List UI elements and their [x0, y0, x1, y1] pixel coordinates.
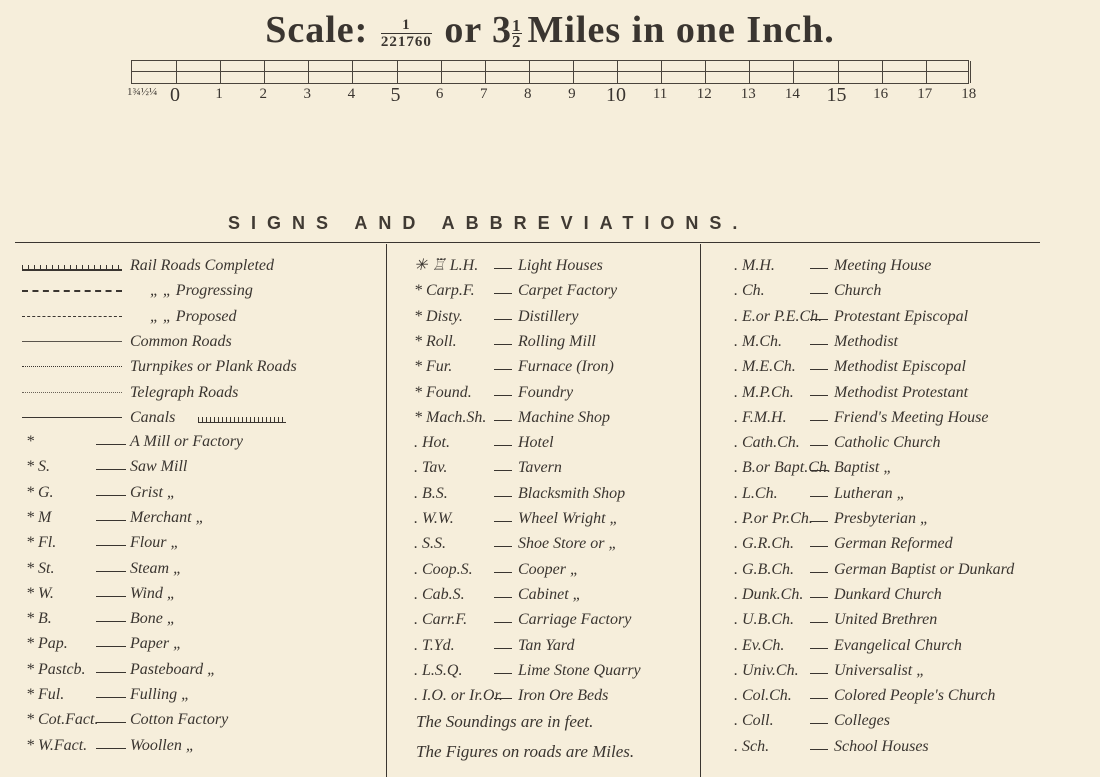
scale-title	[0, 8, 1100, 52]
scale-number: 17	[917, 86, 933, 102]
scale-number: 18	[961, 86, 977, 102]
legend-abbreviation: . L.S.Q.	[414, 661, 463, 679]
legend-abbreviation: . Cath.Ch.	[734, 434, 800, 452]
legend-abbreviation: . M.Ch.	[734, 332, 782, 350]
scale-number: 5	[390, 84, 401, 106]
legend-abbreviation: * Fl.	[26, 534, 57, 552]
legend-label: Lime Stone Quarry	[518, 661, 641, 679]
line-symbol	[22, 265, 122, 271]
scale-tick	[838, 61, 839, 83]
scale-tick	[661, 61, 662, 83]
legend-label: Colored People's Church	[834, 687, 996, 705]
scale-tick	[264, 61, 265, 83]
leader-line	[494, 698, 512, 699]
legend-abbreviation: * Carp.F.	[414, 282, 475, 300]
leader-line	[96, 545, 126, 546]
legend-abbreviation: *	[26, 433, 34, 450]
leader-line	[810, 420, 828, 421]
legend-abbreviation: . Sch.	[734, 737, 770, 755]
scale-tick	[882, 61, 883, 83]
scale-tick	[970, 61, 971, 83]
scale-number: 16	[873, 86, 889, 102]
legend-label: Wheel Wright „	[518, 510, 619, 527]
leader-line	[810, 749, 828, 750]
legend-abbreviation: . Coll.	[734, 712, 774, 730]
leader-line	[96, 748, 126, 749]
legend-label: Catholic Church	[834, 434, 941, 452]
legend-abbreviation: . S.S.	[414, 535, 446, 553]
legend-label: Foundry	[518, 383, 574, 401]
legend-label: Shoe Store or „	[518, 535, 618, 553]
leader-line	[96, 621, 126, 622]
legend-label: Rail Roads Completed	[130, 257, 274, 274]
scale-number: 3	[303, 86, 312, 102]
legend-label: Machine Shop	[518, 408, 610, 426]
leader-line	[810, 496, 828, 497]
line-symbol	[22, 417, 122, 418]
leader-line	[810, 445, 828, 446]
scale-number: 15	[826, 84, 847, 106]
legend-label: „ „ Progressing	[150, 282, 253, 300]
legend-abbreviation: . B.S.	[414, 484, 448, 502]
leader-line	[810, 293, 828, 294]
legend-label: Fulling „	[130, 686, 191, 703]
legend-label: Merchant „	[130, 508, 205, 526]
leader-line	[810, 622, 828, 623]
scale-number: 7	[479, 86, 488, 102]
scale-tick	[441, 61, 442, 83]
column-divider-2	[700, 244, 701, 777]
leader-line	[494, 597, 512, 598]
legend-label: Hotel	[518, 434, 554, 452]
leader-line	[494, 369, 512, 370]
line-symbol	[22, 392, 122, 393]
legend-label: Methodist	[834, 332, 898, 350]
leader-line	[494, 572, 512, 573]
footer-road-figures: The Figures on roads are Miles.	[416, 742, 635, 761]
legend-label: School Houses	[834, 737, 929, 755]
heading-rule	[15, 242, 1040, 243]
legend-abbreviation: . B.or Bapt.Ch.	[734, 459, 831, 477]
leader-line	[494, 344, 512, 345]
scale-fraction-numerator: 1	[402, 16, 411, 33]
legend-label: Woollen „	[130, 736, 195, 754]
scale-tick	[617, 61, 618, 83]
leader-line	[96, 520, 126, 521]
scale-tick	[749, 61, 750, 83]
scale-bar-midline	[132, 71, 968, 72]
legend-label: Tan Yard	[518, 636, 575, 654]
legend-abbreviation: . Ch.	[734, 282, 765, 300]
legend-abbreviation: . I.O. or Ir.Or.	[414, 687, 503, 705]
leader-line	[810, 597, 828, 598]
legend-label: Meeting House	[834, 257, 932, 274]
leader-line	[810, 319, 828, 320]
leader-line	[810, 723, 828, 724]
legend-abbreviation: . G.B.Ch.	[734, 560, 794, 578]
scale-number: 8	[524, 86, 532, 102]
scale-fraction-denominator: 221760	[380, 33, 432, 50]
scale-tick	[573, 61, 574, 83]
legend-abbreviation: . Coop.S.	[414, 560, 473, 578]
legend-abbreviation: * B.	[26, 610, 52, 628]
leader-line	[96, 672, 126, 673]
scale-tick	[308, 61, 309, 83]
leader-line	[96, 697, 126, 698]
legend-abbreviation: * Roll.	[414, 332, 457, 350]
leader-line	[494, 648, 512, 649]
legend-label: Iron Ore Beds	[518, 687, 609, 705]
half-fraction	[512, 15, 522, 51]
scale-sub-fractions: 1¾½¼	[127, 86, 158, 98]
legend-abbreviation: . L.Ch.	[734, 484, 778, 502]
line-symbol	[22, 366, 122, 367]
legend-abbreviation: * G.	[26, 483, 54, 501]
leader-line	[96, 722, 126, 723]
line-symbol	[22, 290, 122, 292]
scale-number: 0	[170, 84, 180, 106]
leader-line	[494, 673, 512, 674]
legend-abbreviation: * S.	[26, 458, 50, 476]
scale-title-suffix: Miles in one Inch.	[527, 9, 835, 51]
legend-label: Telegraph Roads	[130, 383, 239, 401]
legend-abbreviation: . Carr.F.	[414, 611, 468, 629]
column-divider-1	[386, 244, 387, 777]
leader-line	[494, 546, 512, 547]
legend-label: Blacksmith Shop	[518, 484, 626, 502]
legend-label: United Brethren	[834, 611, 938, 629]
scale-tick	[176, 61, 177, 83]
legend-label: Rolling Mill	[518, 332, 596, 350]
legend-label: Grist „	[130, 483, 176, 501]
legend-abbreviation: . F.M.H.	[734, 408, 787, 426]
scale-number: 2	[259, 86, 267, 102]
legend-label: Methodist Protestant	[834, 383, 969, 401]
legend-label: A Mill or Factory	[130, 433, 244, 450]
scale-number: 4	[347, 86, 356, 102]
leader-line	[810, 521, 828, 522]
leader-line	[810, 648, 828, 649]
scale-tick	[220, 61, 221, 83]
legend-label: German Baptist or Dunkard	[834, 560, 1015, 578]
legend-label: Friend's Meeting House	[834, 408, 989, 426]
scale-number: 1	[215, 86, 223, 102]
scale-number: 9	[568, 86, 576, 102]
legend-abbreviation: * Cot.Fact.	[26, 711, 99, 729]
legend-label: Carriage Factory	[518, 611, 632, 629]
legend-label: Baptist „	[834, 459, 893, 477]
leader-line	[96, 571, 126, 572]
legend-abbreviation: * M	[26, 508, 52, 526]
scale-tick	[793, 61, 794, 83]
leader-line	[810, 344, 828, 345]
legend-label: Protestant Episcopal	[834, 307, 969, 325]
leader-line	[96, 596, 126, 597]
line-symbol	[22, 341, 122, 342]
leader-line	[810, 470, 828, 471]
legend-abbreviation: . Hot.	[414, 434, 450, 452]
legend-abbreviation: * Fur.	[414, 358, 453, 376]
legend-label: Steam „	[130, 559, 182, 577]
legend-abbreviation: . M.E.Ch.	[734, 358, 796, 376]
legend-abbreviation: . G.R.Ch.	[734, 535, 794, 553]
legend-abbreviation: ✳ ♖ L.H.	[414, 257, 479, 274]
legend-label: Lutheran „	[834, 484, 906, 502]
legend-label: Turnpikes or Plank Roads	[130, 358, 297, 376]
legend-abbreviation: . Cab.S.	[414, 585, 465, 603]
leader-line	[494, 420, 512, 421]
half-denominator: 2	[512, 31, 522, 51]
legend-label: Furnace (Iron)	[518, 358, 614, 376]
legend-label: Universalist „	[834, 661, 926, 679]
leader-line	[810, 572, 828, 573]
leader-line	[810, 698, 828, 699]
legend-abbreviation: . Univ.Ch.	[734, 661, 799, 679]
leader-line	[96, 495, 126, 496]
footer-soundings: The Soundings are in feet.	[416, 712, 594, 731]
scale-title-prefix: Scale:	[265, 9, 369, 51]
scale-fraction	[381, 17, 432, 50]
legend-abbreviation: * Pap.	[26, 635, 68, 653]
scale-title-middle: or 3	[444, 9, 512, 51]
scale-number: 6	[435, 86, 444, 102]
legend-abbreviation: . M.H.	[734, 257, 775, 274]
leader-line	[494, 622, 512, 623]
half-numerator: 1	[512, 15, 522, 35]
leader-line	[494, 268, 512, 269]
legend-abbreviation: . U.B.Ch.	[734, 611, 794, 629]
leader-line	[494, 521, 512, 522]
legend-label: Wind „	[130, 584, 176, 602]
leader-line	[810, 673, 828, 674]
legend-label: Tavern	[518, 459, 562, 477]
legend-abbreviation: * W.	[26, 584, 54, 602]
legend-abbreviation: * Ful.	[26, 686, 65, 703]
leader-line	[494, 470, 512, 471]
scale-tick	[529, 61, 530, 83]
legend-abbreviation: * Disty.	[414, 307, 463, 325]
legend-label: Light Houses	[518, 257, 603, 274]
legend-label: Colleges	[834, 712, 890, 730]
leader-line	[810, 369, 828, 370]
legend-label: Cooper „	[518, 560, 579, 578]
scale-number: 11	[652, 86, 668, 102]
legend-label: Presbyterian „	[834, 510, 929, 527]
legend-abbreviation: . P.or Pr.Ch.	[734, 510, 813, 527]
scale-tick	[397, 61, 398, 83]
legend-label: Saw Mill	[130, 458, 188, 476]
leader-line	[810, 546, 828, 547]
scale-number: 14	[784, 86, 800, 102]
leader-line	[494, 496, 512, 497]
legend-label: Common Roads	[130, 332, 232, 350]
legend-label: Canals	[130, 408, 176, 426]
leader-line	[494, 319, 512, 320]
scale-number: 13	[740, 86, 756, 102]
scale-tick	[352, 61, 353, 83]
legend-label: Bone „	[130, 610, 176, 628]
legend-abbreviation: . T.Yd.	[414, 636, 455, 654]
legend-abbreviation: . E.or P.E.Ch.	[734, 307, 823, 325]
line-symbol	[22, 316, 122, 317]
signs-heading: SIGNS AND ABBREVIATIONS.	[228, 213, 749, 233]
scale-tick	[705, 61, 706, 83]
leader-line	[96, 469, 126, 470]
leader-line	[810, 268, 828, 269]
legend-abbreviation: * Pastcb.	[26, 660, 86, 678]
leader-line	[494, 293, 512, 294]
legend-label: Carpet Factory	[518, 282, 618, 300]
leader-line	[494, 445, 512, 446]
leader-line	[96, 646, 126, 647]
legend-label: Church	[834, 282, 882, 300]
legend-abbreviation: . W.W.	[414, 510, 454, 527]
legend-label: Evangelical Church	[834, 636, 962, 654]
legend-label: Distillery	[518, 307, 579, 325]
legend-abbreviation: . M.P.Ch.	[734, 383, 794, 401]
leader-line	[494, 395, 512, 396]
legend-abbreviation: * St.	[26, 559, 55, 577]
legend-abbreviation: . Ev.Ch.	[734, 636, 785, 654]
scale-tick	[926, 61, 927, 83]
legend-label: Dunkard Church	[834, 585, 942, 603]
scale-tick	[485, 61, 486, 83]
legend-label: Paper „	[130, 635, 182, 653]
legend-label: German Reformed	[834, 535, 953, 553]
legend-label: Cotton Factory	[130, 711, 229, 729]
legend-label: Cabinet „	[518, 585, 582, 603]
scale-bar	[131, 60, 969, 84]
legend-abbreviation: . Col.Ch.	[734, 687, 792, 705]
scale-number: 12	[696, 86, 712, 102]
legend-label: Pasteboard „	[130, 660, 217, 678]
legend-label: Methodist Episcopal	[834, 358, 966, 376]
legend-abbreviation: . Dunk.Ch.	[734, 585, 804, 603]
legend-label: Flour „	[130, 534, 180, 552]
legend-abbreviation: . Tav.	[414, 459, 448, 477]
scale-number: 10	[606, 84, 626, 106]
legend-abbreviation: * W.Fact.	[26, 736, 88, 754]
legend-abbreviation: * Found.	[414, 383, 472, 401]
leader-line	[96, 444, 126, 445]
legend-abbreviation: * Mach.Sh.	[414, 408, 487, 426]
canal-symbol	[198, 417, 286, 423]
leader-line	[810, 395, 828, 396]
legend-label: „ „ Proposed	[150, 307, 237, 325]
